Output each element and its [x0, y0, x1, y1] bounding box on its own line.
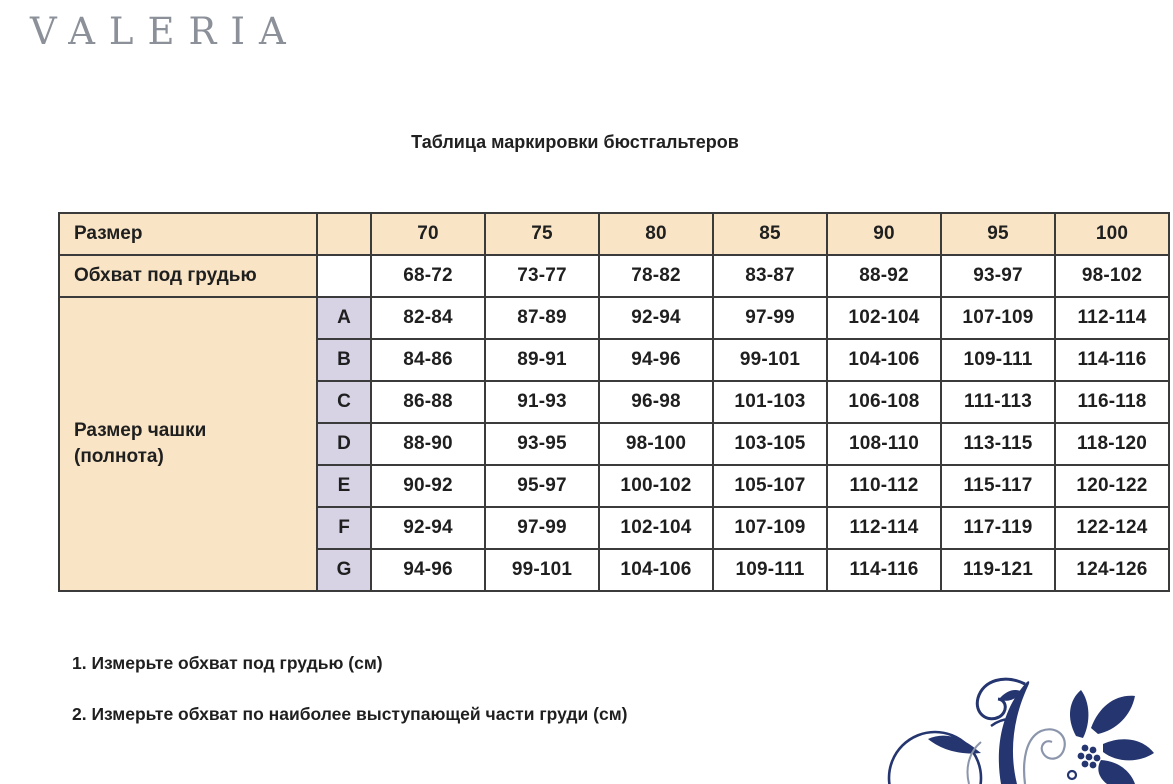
cup-value-cell: 92-94: [599, 297, 713, 339]
underbust-value-cell: 88-92: [827, 255, 941, 297]
cup-value-cell: 124-126: [1055, 549, 1169, 591]
cup-letter-cell: B: [317, 339, 371, 381]
brand-logo: VALERIA: [30, 10, 300, 53]
cup-letter-cell: F: [317, 507, 371, 549]
size-value-cell: 90: [827, 213, 941, 255]
cup-value-cell: 111-113: [941, 381, 1055, 423]
empty-cell: [317, 255, 371, 297]
cup-value-cell: 102-104: [599, 507, 713, 549]
table-header-row: [59, 213, 1169, 255]
underbust-label-cell: Обхват под грудью: [59, 255, 317, 297]
cup-value-cell: 97-99: [713, 297, 827, 339]
cup-value-cell: 93-95: [485, 423, 599, 465]
underbust-value-cell: 98-102: [1055, 255, 1169, 297]
cup-letter-cell: C: [317, 381, 371, 423]
size-value-cell: 85: [713, 213, 827, 255]
cup-letter-cell: A: [317, 297, 371, 339]
cup-value-cell: 90-92: [371, 465, 485, 507]
cup-value-cell: 86-88: [371, 381, 485, 423]
size-value-cell: 80: [599, 213, 713, 255]
cup-value-cell: 107-109: [941, 297, 1055, 339]
underbust-value-cell: 93-97: [941, 255, 1055, 297]
cup-value-cell: 91-93: [485, 381, 599, 423]
cup-row: [59, 297, 1169, 339]
cup-letter-cell: G: [317, 549, 371, 591]
bra-size-table: [58, 212, 1170, 592]
cup-value-cell: 114-116: [1055, 339, 1169, 381]
cup-letter-cell: D: [317, 423, 371, 465]
cup-value-cell: 99-101: [713, 339, 827, 381]
cup-value-cell: 101-103: [713, 381, 827, 423]
cup-value-cell: 109-111: [713, 549, 827, 591]
cup-value-cell: 109-111: [941, 339, 1055, 381]
underbust-value-cell: 78-82: [599, 255, 713, 297]
cup-value-cell: 96-98: [599, 381, 713, 423]
size-label-cell: Размер: [59, 213, 317, 255]
cup-value-cell: 117-119: [941, 507, 1055, 549]
size-value-cell: 70: [371, 213, 485, 255]
cup-letter-cell: E: [317, 465, 371, 507]
cup-value-cell: 114-116: [827, 549, 941, 591]
size-value-cell: 75: [485, 213, 599, 255]
cup-value-cell: 92-94: [371, 507, 485, 549]
cup-value-cell: 112-114: [1055, 297, 1169, 339]
cup-value-cell: 104-106: [599, 549, 713, 591]
cup-value-cell: 118-120: [1055, 423, 1169, 465]
cup-value-cell: 119-121: [941, 549, 1055, 591]
cup-value-cell: 108-110: [827, 423, 941, 465]
cup-value-cell: 102-104: [827, 297, 941, 339]
cup-value-cell: 94-96: [599, 339, 713, 381]
cup-value-cell: 104-106: [827, 339, 941, 381]
cup-label-line1: Размер чашки: [74, 420, 207, 442]
cup-value-cell: 99-101: [485, 549, 599, 591]
cup-value-cell: 98-100: [599, 423, 713, 465]
size-value-cell: 95: [941, 213, 1055, 255]
cup-value-cell: 88-90: [371, 423, 485, 465]
cup-value-cell: 110-112: [827, 465, 941, 507]
cup-value-cell: 94-96: [371, 549, 485, 591]
empty-header-cell: [317, 213, 371, 255]
cup-value-cell: 95-97: [485, 465, 599, 507]
cup-value-cell: 100-102: [599, 465, 713, 507]
underbust-value-cell: 73-77: [485, 255, 599, 297]
page-title: Таблица маркировки бюстгальтеров: [411, 132, 739, 152]
cup-value-cell: 107-109: [713, 507, 827, 549]
cup-value-cell: 106-108: [827, 381, 941, 423]
cup-size-label-cell: [59, 297, 317, 591]
measurement-instructions: [72, 653, 627, 755]
cup-value-cell: 120-122: [1055, 465, 1169, 507]
cup-value-cell: 112-114: [827, 507, 941, 549]
size-value-cell: 100: [1055, 213, 1169, 255]
cup-value-cell: 84-86: [371, 339, 485, 381]
cup-value-cell: 87-89: [485, 297, 599, 339]
cup-value-cell: 116-118: [1055, 381, 1169, 423]
cup-label-line2: (полнота): [74, 446, 164, 467]
underbust-row: [59, 255, 1169, 297]
instruction-step-2: 2. Измерьте обхват по наиболее выступающей части груди (см): [72, 704, 628, 724]
instruction-step-1: 1. Измерьте обхват под грудью (см): [72, 653, 383, 673]
floral-swirl-ornament-icon: [873, 656, 1173, 784]
cup-value-cell: 122-124: [1055, 507, 1169, 549]
underbust-value-cell: 83-87: [713, 255, 827, 297]
cup-value-cell: 89-91: [485, 339, 599, 381]
cup-value-cell: 105-107: [713, 465, 827, 507]
cup-value-cell: 115-117: [941, 465, 1055, 507]
cup-value-cell: 82-84: [371, 297, 485, 339]
underbust-value-cell: 68-72: [371, 255, 485, 297]
cup-value-cell: 103-105: [713, 423, 827, 465]
cup-value-cell: 113-115: [941, 423, 1055, 465]
cup-value-cell: 97-99: [485, 507, 599, 549]
